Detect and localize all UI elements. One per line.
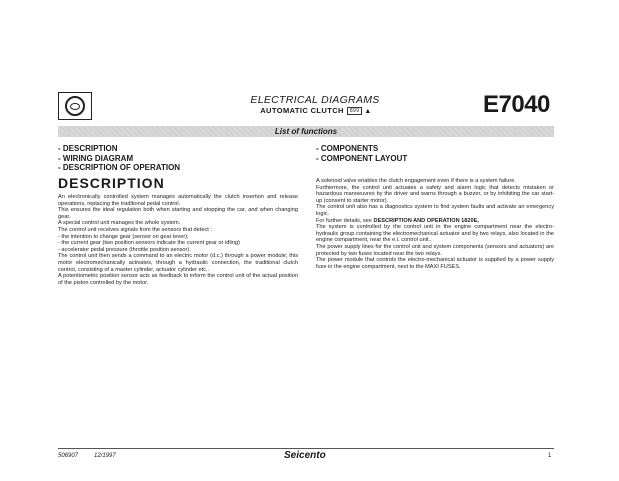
further-details-link[interactable]: DESCRIPTION AND OPERATION 1820E, xyxy=(373,217,479,224)
paragraph: - the intention to change gear (sensor on gear lever); xyxy=(58,233,189,240)
paragraph: The control unit receives signals from the sensors that detect : xyxy=(58,226,212,233)
section-title: DESCRIPTION xyxy=(58,175,165,191)
logo xyxy=(58,92,92,120)
footer-divider xyxy=(58,448,554,449)
paragraph: A special control unit manages the whole system. xyxy=(58,220,181,227)
function-menu-right xyxy=(316,144,407,163)
paragraph: A potentiometric position sensor acts as feedback to inform the control unit of the actual position of the piston controlled by the motor. xyxy=(58,273,298,286)
function-band-label: List of functions xyxy=(274,127,338,136)
menu-item-components[interactable]: - COMPONENTS xyxy=(316,144,379,153)
paragraph: - the current gear (two position sensors indicate the current gear or idling) xyxy=(58,240,240,247)
footer-code: 506907 xyxy=(58,453,79,459)
function-menu-left xyxy=(58,144,180,173)
menu-item-description-of-operation[interactable]: - DESCRIPTION OF OPERATION xyxy=(58,163,181,172)
car-icon: ▲ xyxy=(364,108,372,115)
document-code: E7040 xyxy=(483,91,550,118)
footer-brand: Seicento xyxy=(284,450,326,461)
page-number: 1 xyxy=(548,453,552,459)
left-text-column xyxy=(58,194,298,286)
paragraph: The control unit also has a diagnostics system to find system faults and activate an emergency logic. xyxy=(316,204,554,217)
header-title: ELECTRICAL DIAGRAMS xyxy=(250,94,380,106)
model-tag: 899 xyxy=(347,107,363,115)
paragraph: The power supply lines for the control unit and system components (sensors and actuators) are protected by two fuses located near the two relays. xyxy=(316,243,554,257)
menu-item-description[interactable]: - DESCRIPTION xyxy=(58,144,118,153)
paragraph: The system is controlled by the control unit in the engine compartment near the electro-hydraulic group containing the electromechanical actuator and by two relays, also located in the engine compartment, near the e.i. control unit.. xyxy=(316,224,554,244)
paragraph: - accelerator pedal pressure (throttle position sensor). xyxy=(58,246,191,253)
further-details: For further details, see DESCRIPTION AND OPERATION 1820E, xyxy=(316,217,479,224)
paragraph: This ensures the ideal regulation both when starting and stopping the car, and when changing gear. xyxy=(58,207,298,220)
menu-item-wiring-diagram[interactable]: - WIRING DIAGRAM xyxy=(58,153,134,163)
paragraph: Furthermore, the control unit actuates a safety and alarm logic that detects mistaken or hazardous manoeuvres by the driver and warns through a buzzer, or by inhibiting the car start-up (consent to starter motor). xyxy=(316,184,554,204)
paragraph: A solenoid valve enables the clutch engagement even if there is a system failure. xyxy=(316,178,516,184)
paragraph: An electronically controlled system manages automatically the clutch insertion and release operations, replacing the traditional pedal control. xyxy=(58,194,298,207)
paragraph: The control unit then sends a command to an electric motor (d.c.) through a power module; this motor electromechanically activates, through a hydraulic connection, the traditional clutch control, consisting of a master cylinder, actuator cylinder etc.. xyxy=(58,253,298,273)
menu-item-component-layout[interactable]: - COMPONENT LAYOUT xyxy=(316,153,408,163)
paragraph: The power module that controls the electro-mechanical actuator is supplied by a power supply fuse in the engine compartment, next to the MAXI FUSES. xyxy=(316,257,554,270)
footer-date: 12/1997 xyxy=(94,453,116,459)
header-subtitle: AUTOMATIC CLUTCH 899 ▲ xyxy=(260,106,372,115)
right-text-column xyxy=(316,178,554,270)
